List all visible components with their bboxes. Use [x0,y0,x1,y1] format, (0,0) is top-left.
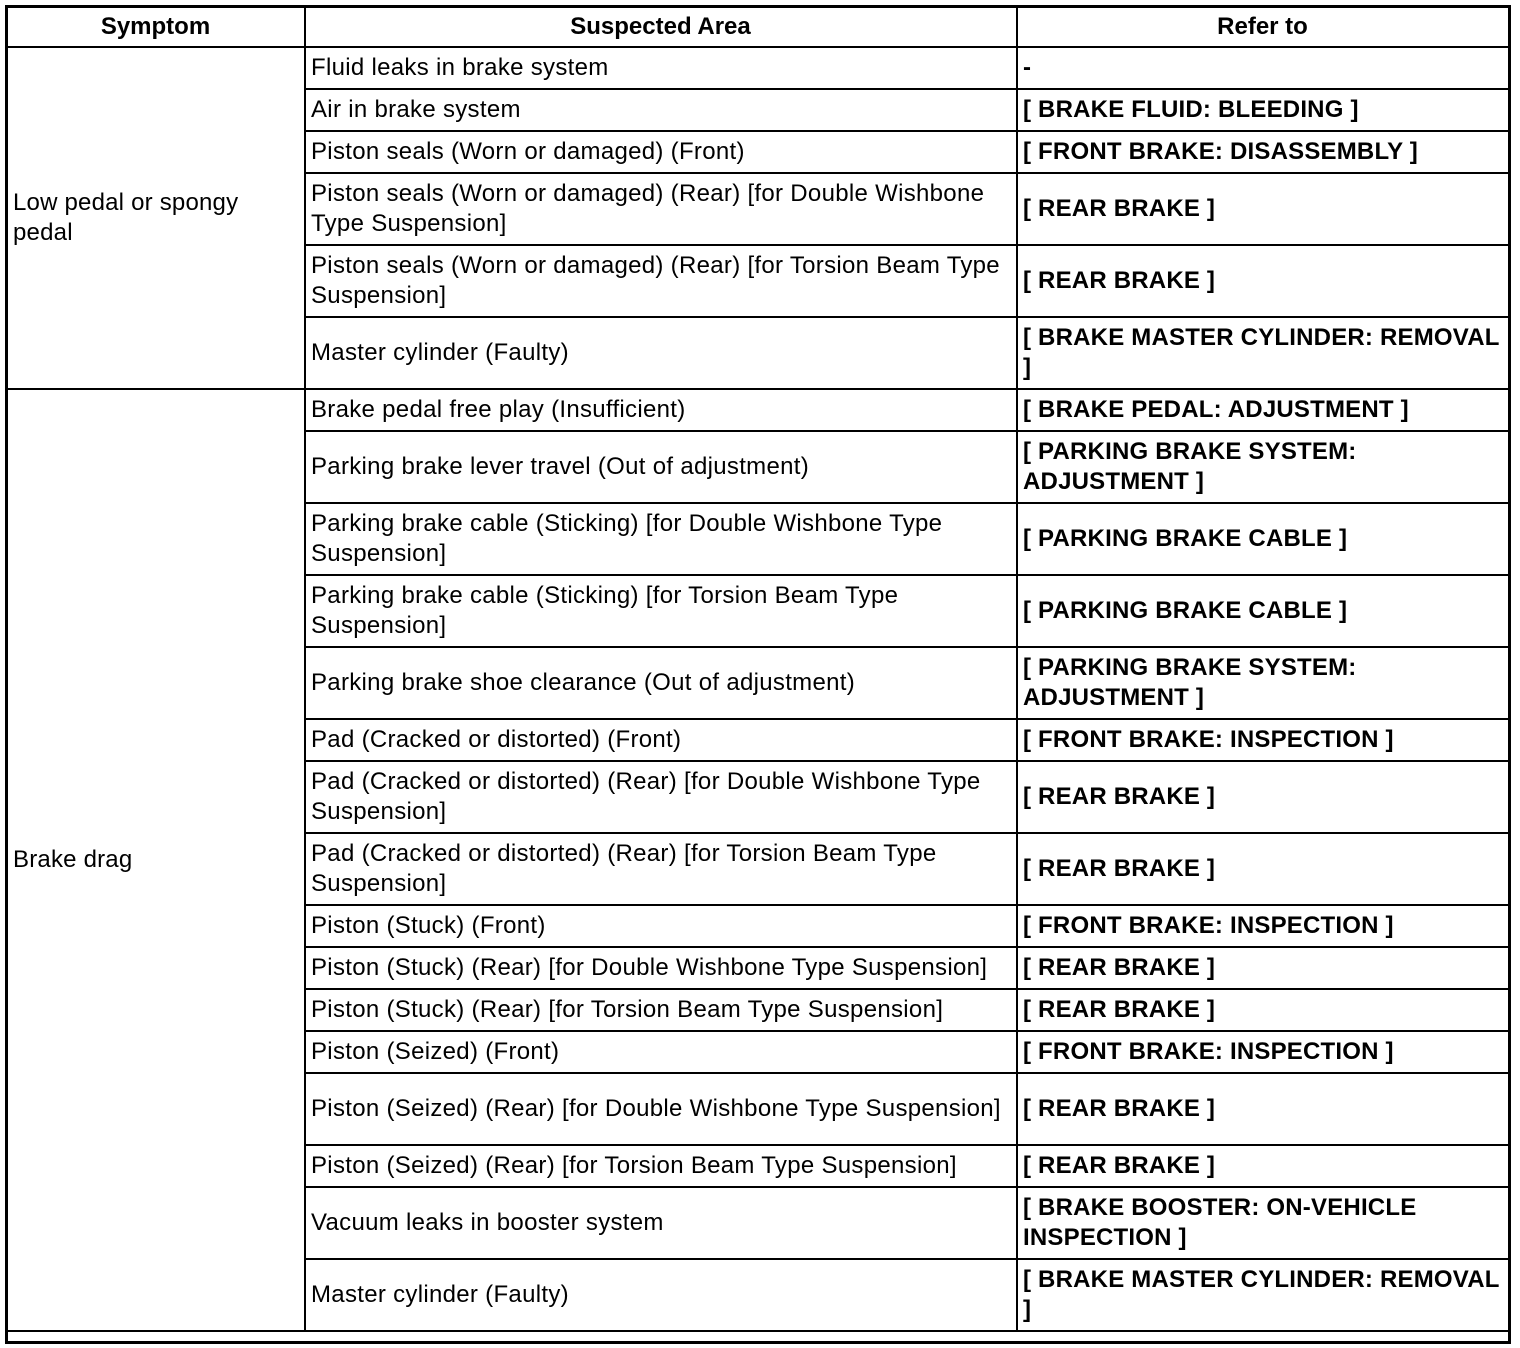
suspected-area-cell: Vacuum leaks in booster system [305,1187,1017,1259]
suspected-area-cell: Piston (Seized) (Rear) [for Torsion Beam Type Suspension] [305,1145,1017,1187]
table-row [7,47,1509,89]
suspected-area-cell: Piston (Seized) (Rear) [for Double Wishbone Type Suspension] [305,1073,1017,1145]
suspected-area-cell: Pad (Cracked or distorted) (Rear) [for Torsion Beam Type Suspension] [305,833,1017,905]
symptom-cell: Brake drag [7,389,305,1331]
suspected-area-cell: Piston (Stuck) (Front) [305,905,1017,947]
refer-to-cell: [ PARKING BRAKE CABLE ] [1017,575,1509,647]
header-row [7,7,1509,47]
suspected-area-cell: Brake pedal free play (Insufficient) [305,389,1017,431]
suspected-area-cell: Fluid leaks in brake system [305,47,1017,89]
suspected-area-cell: Piston seals (Worn or damaged) (Rear) [for Torsion Beam Type Suspension] [305,245,1017,317]
refer-to-cell: [ REAR BRAKE ] [1017,947,1509,989]
suspected-area-cell: Parking brake cable (Sticking) [for Double Wishbone Type Suspension] [305,503,1017,575]
refer-to-cell: [ BRAKE MASTER CYLINDER: REMOVAL ] [1017,317,1509,389]
refer-to-cell: [ BRAKE MASTER CYLINDER: REMOVAL ] [1017,1259,1509,1331]
refer-to-cell: [ PARKING BRAKE CABLE ] [1017,503,1509,575]
header-refer-to: Refer to [1017,7,1509,47]
refer-to-cell: [ REAR BRAKE ] [1017,833,1509,905]
refer-to-cell: [ REAR BRAKE ] [1017,1145,1509,1187]
table-row [7,389,1509,431]
suspected-area-cell: Parking brake cable (Sticking) [for Torsion Beam Type Suspension] [305,575,1017,647]
suspected-area-cell: Piston seals (Worn or damaged) (Rear) [for Double Wishbone Type Suspension] [305,173,1017,245]
suspected-area-cell: Parking brake lever travel (Out of adjustment) [305,431,1017,503]
header-symptom: Symptom [7,7,305,47]
suspected-area-cell: Piston (Stuck) (Rear) [for Torsion Beam Type Suspension] [305,989,1017,1031]
suspected-area-cell: Pad (Cracked or distorted) (Rear) [for Double Wishbone Type Suspension] [305,761,1017,833]
suspected-area-cell: Pad (Cracked or distorted) (Front) [305,719,1017,761]
refer-to-cell: [ PARKING BRAKE SYSTEM: ADJUSTMENT ] [1017,431,1509,503]
refer-to-cell: [ REAR BRAKE ] [1017,245,1509,317]
suspected-area-cell: Parking brake shoe clearance (Out of adjustment) [305,647,1017,719]
refer-to-cell: [ FRONT BRAKE: INSPECTION ] [1017,1031,1509,1073]
refer-to-cell: [ FRONT BRAKE: INSPECTION ] [1017,905,1509,947]
refer-to-cell: [ PARKING BRAKE SYSTEM: ADJUSTMENT ] [1017,647,1509,719]
refer-to-cell: [ FRONT BRAKE: DISASSEMBLY ] [1017,131,1509,173]
refer-to-cell: - [1017,47,1509,89]
table-header [7,7,1509,47]
suspected-area-cell: Piston (Stuck) (Rear) [for Double Wishbone Type Suspension] [305,947,1017,989]
refer-to-cell: [ REAR BRAKE ] [1017,989,1509,1031]
troubleshooting-table [6,6,1510,1332]
suspected-area-cell: Piston seals (Worn or damaged) (Front) [305,131,1017,173]
symptom-cell: Low pedal or spongy pedal [7,47,305,389]
header-suspected-area: Suspected Area [305,7,1017,47]
refer-to-cell: [ REAR BRAKE ] [1017,173,1509,245]
suspected-area-cell: Master cylinder (Faulty) [305,317,1017,389]
suspected-area-cell: Air in brake system [305,89,1017,131]
refer-to-cell: [ REAR BRAKE ] [1017,761,1509,833]
table-body [7,47,1509,1331]
refer-to-cell: [ BRAKE PEDAL: ADJUSTMENT ] [1017,389,1509,431]
refer-to-cell: [ REAR BRAKE ] [1017,1073,1509,1145]
suspected-area-cell: Master cylinder (Faulty) [305,1259,1017,1331]
suspected-area-cell: Piston (Seized) (Front) [305,1031,1017,1073]
refer-to-cell: [ BRAKE FLUID: BLEEDING ] [1017,89,1509,131]
refer-to-cell: [ BRAKE BOOSTER: ON-VEHICLE INSPECTION ] [1017,1187,1509,1259]
refer-to-cell: [ FRONT BRAKE: INSPECTION ] [1017,719,1509,761]
